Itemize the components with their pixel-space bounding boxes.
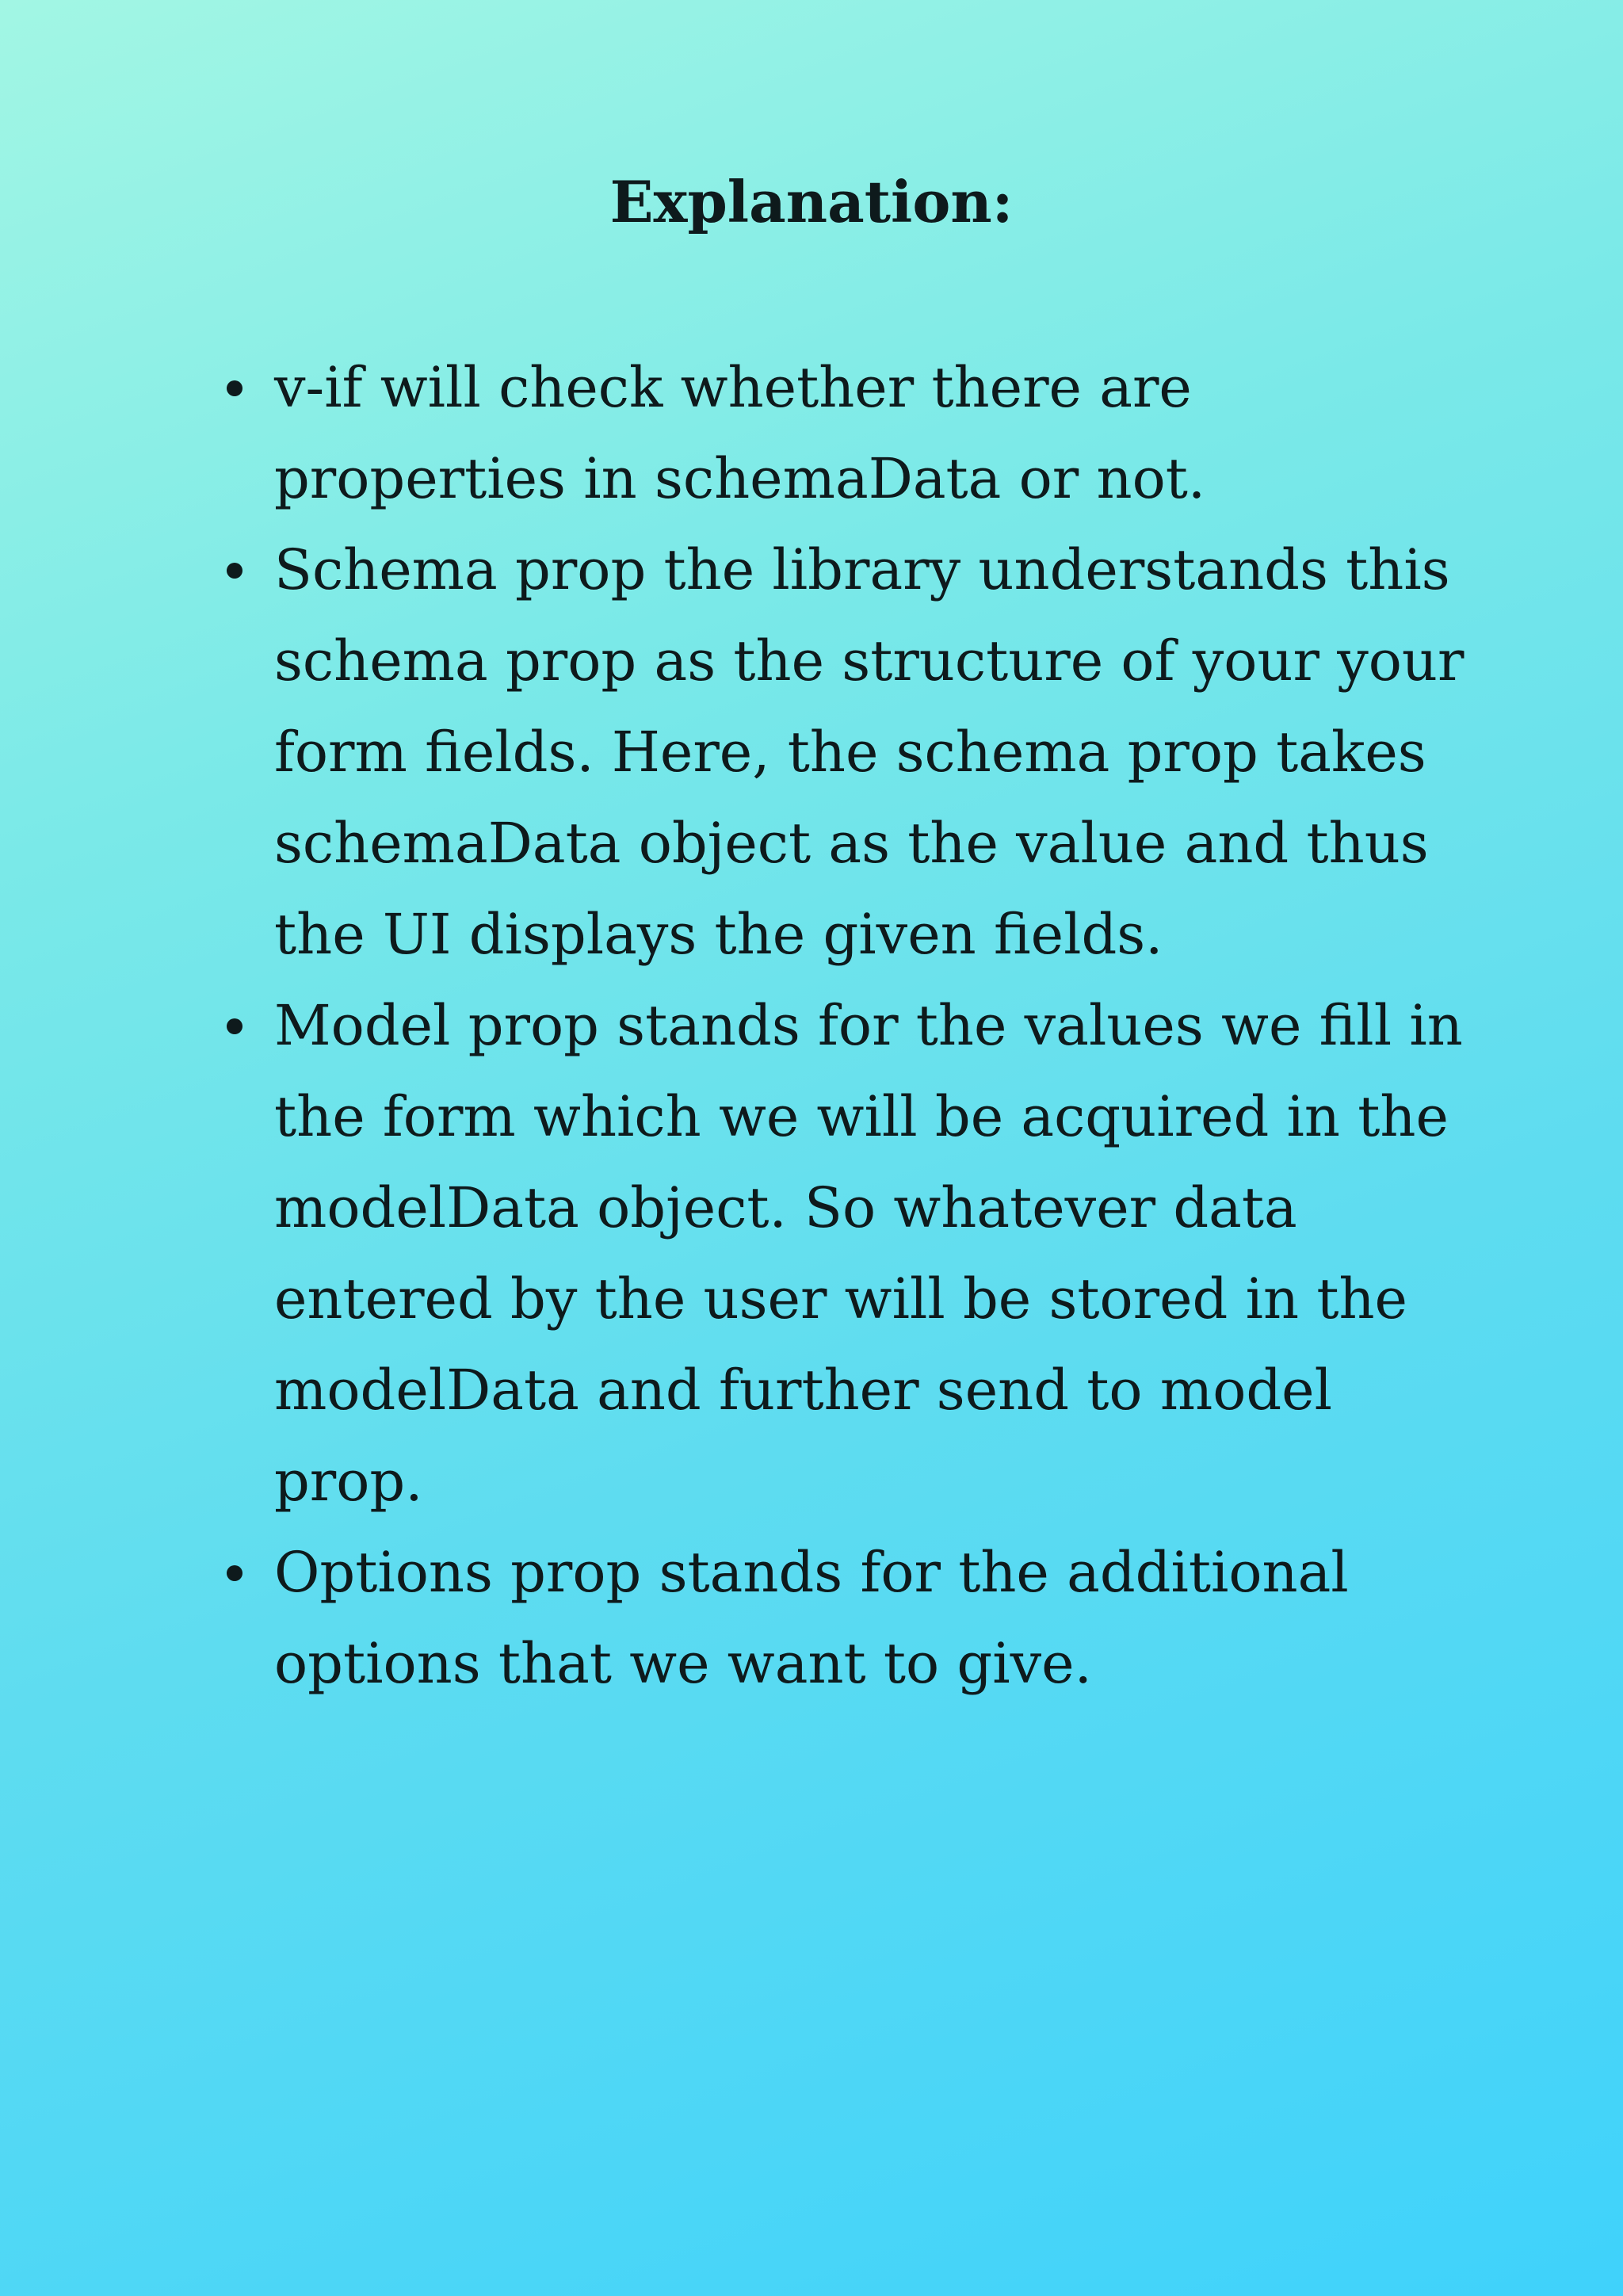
list-item — [223, 1527, 1476, 1710]
list-item-text: v-if will check whether there are properties in schemaData or not. — [274, 355, 1206, 511]
list-item — [223, 980, 1476, 1527]
bullet-list — [223, 342, 1476, 1710]
page-title: Explanation: — [609, 168, 1014, 235]
list-item-text: Schema prop the library understands this schema prop as the structure of your your form fields. Here, the schema prop takes schemaData object as the value and thus the UI displays the given fields. — [274, 537, 1465, 967]
bullet-icon — [227, 1018, 242, 1034]
bullet-icon — [227, 380, 242, 396]
list-item — [223, 525, 1476, 980]
bullet-icon — [227, 563, 242, 579]
list-item-text: Model prop stands for the values we fill in the form which we will be acquired in the modelData object. So whatever data entered by the user will be stored in the modelData and further send to model prop. — [274, 993, 1463, 1514]
list-item-text: Options prop stands for the additional options that we want to give. — [274, 1540, 1349, 1696]
list-item — [223, 342, 1476, 525]
bullet-icon — [227, 1565, 242, 1581]
